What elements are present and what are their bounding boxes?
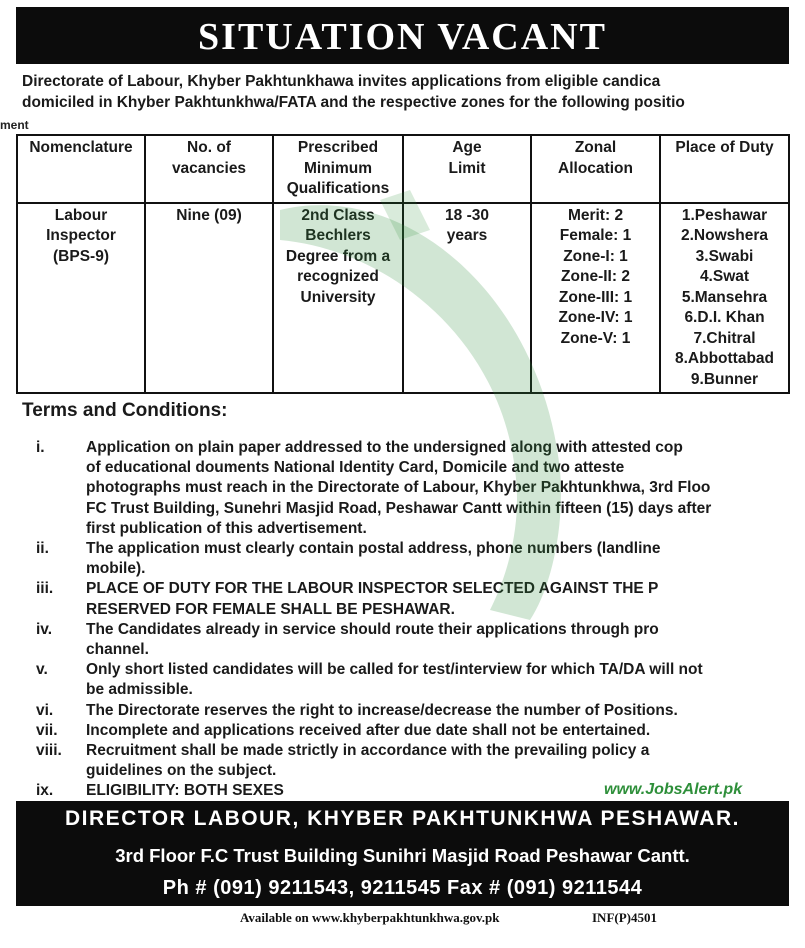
- header-zonal-allocation: Zonal Allocation: [531, 135, 660, 203]
- cell-age: 18 -30 years: [403, 203, 531, 394]
- table-row: [17, 203, 789, 394]
- list-item: [36, 539, 805, 579]
- list-item: [36, 701, 805, 721]
- footer-director: DIRECTOR LABOUR, KHYBER PAKHTUNKHWA PESHAWAR.: [65, 807, 740, 830]
- terms-title: Terms and Conditions:: [22, 400, 228, 421]
- list-item: [36, 721, 805, 741]
- term-number: ix.: [36, 782, 54, 800]
- footer-address: 3rd Floor F.C Trust Building Sunihri Masjid Road Peshawar Cantt.: [115, 845, 690, 866]
- header-qualifications: Prescribed Minimum Qualifications: [273, 135, 403, 203]
- term-text: ELIGIBILITY: BOTH SEXES: [86, 782, 284, 800]
- cell-vacancies: Nine (09): [145, 203, 273, 394]
- term-text: Application on plain paper addressed to the undersigned along with attested cop of educational douments National Identity Card, Domicile and two atteste photographs must reach in the Directorate of Labour, Khyber Pakhtunkhwa, 3rd Floo FC Trust Building, Sunehri Masjid Road, Peshawar Cantt within fifteen (15) days after first publication of this advertisement.: [86, 439, 712, 537]
- headline-banner: [16, 7, 789, 64]
- left-edge-fragment: ment: [0, 118, 29, 132]
- header-vacancies: No. of vacancies: [145, 135, 273, 203]
- header-age-limit: Age Limit: [403, 135, 531, 203]
- term-number: iv.: [36, 620, 53, 638]
- reference-code: INF(P)4501: [592, 910, 657, 925]
- term-text: Recruitment shall be made strictly in accordance with the prevailing policy a guidelines on the subject.: [86, 742, 650, 780]
- cell-places: 1.Peshawar 2.Nowshera 3.Swabi 4.Swat 5.Mansehra 6.D.I. Khan 7.Chitral 8.Abbottabad 9.Bunner: [660, 203, 789, 394]
- table-header-row: [17, 135, 789, 203]
- term-number: vii.: [36, 721, 58, 739]
- vacancy-table: [16, 134, 790, 394]
- contact-footer: [16, 801, 789, 906]
- cell-qualifications: 2nd Class Bechlers Degree from a recognized University: [273, 203, 403, 394]
- term-text: The Candidates already in service should route their applications through pro channel.: [86, 620, 659, 659]
- availability-note: Available on www.khyberpakhtunkhwa.gov.pk: [240, 910, 500, 925]
- intro-line-2: domiciled in Khyber Pakhtunkhwa/FATA and the respective zones for the following positio: [22, 94, 685, 111]
- terms-list: [36, 438, 805, 802]
- intro-line-1: Directorate of Labour, Khyber Pakhtunkhawa invites applications from eligible candica: [22, 73, 661, 90]
- term-number: vi.: [36, 701, 54, 719]
- term-number: viii.: [36, 742, 62, 760]
- list-item: [36, 579, 805, 619]
- headline-title: SITUATION VACANT: [198, 16, 607, 58]
- term-text: The application must clearly contain postal address, phone numbers (landline mobile).: [86, 540, 661, 578]
- term-number: v.: [36, 661, 48, 679]
- list-item: [36, 741, 805, 781]
- list-item: [36, 620, 805, 660]
- list-item: [36, 660, 805, 700]
- term-number: iii.: [36, 580, 54, 598]
- term-text: PLACE OF DUTY FOR THE LABOUR INSPECTOR SELECTED AGAINST THE P RESERVED FOR FEMALE SHALL BE PESHAWAR.: [86, 580, 659, 618]
- term-number: ii.: [36, 540, 49, 558]
- header-nomenclature: Nomenclature: [17, 135, 145, 203]
- watermark-site-link[interactable]: www.JobsAlert.pk: [604, 781, 743, 798]
- cell-nomenclature: Labour Inspector (BPS-9): [17, 203, 145, 394]
- term-text: The Directorate reserves the right to increase/decrease the number of Positions.: [86, 701, 678, 719]
- footer-phone: Ph # (091) 9211543, 9211545 Fax # (091) 9211544: [162, 877, 643, 899]
- header-place-of-duty: Place of Duty: [660, 135, 789, 203]
- term-text: Incomplete and applications received after due date shall not be entertained.: [86, 721, 651, 739]
- cell-zonal: Merit: 2 Female: 1 Zone-I: 1 Zone-II: 2 Zone-III: 1 Zone-IV: 1 Zone-V: 1: [531, 203, 660, 394]
- term-number: i.: [36, 439, 45, 456]
- list-item: [36, 438, 805, 539]
- intro-paragraph: [22, 71, 805, 113]
- term-text: Only short listed candidates will be called for test/interview for which TA/DA will not be admissible.: [86, 661, 703, 699]
